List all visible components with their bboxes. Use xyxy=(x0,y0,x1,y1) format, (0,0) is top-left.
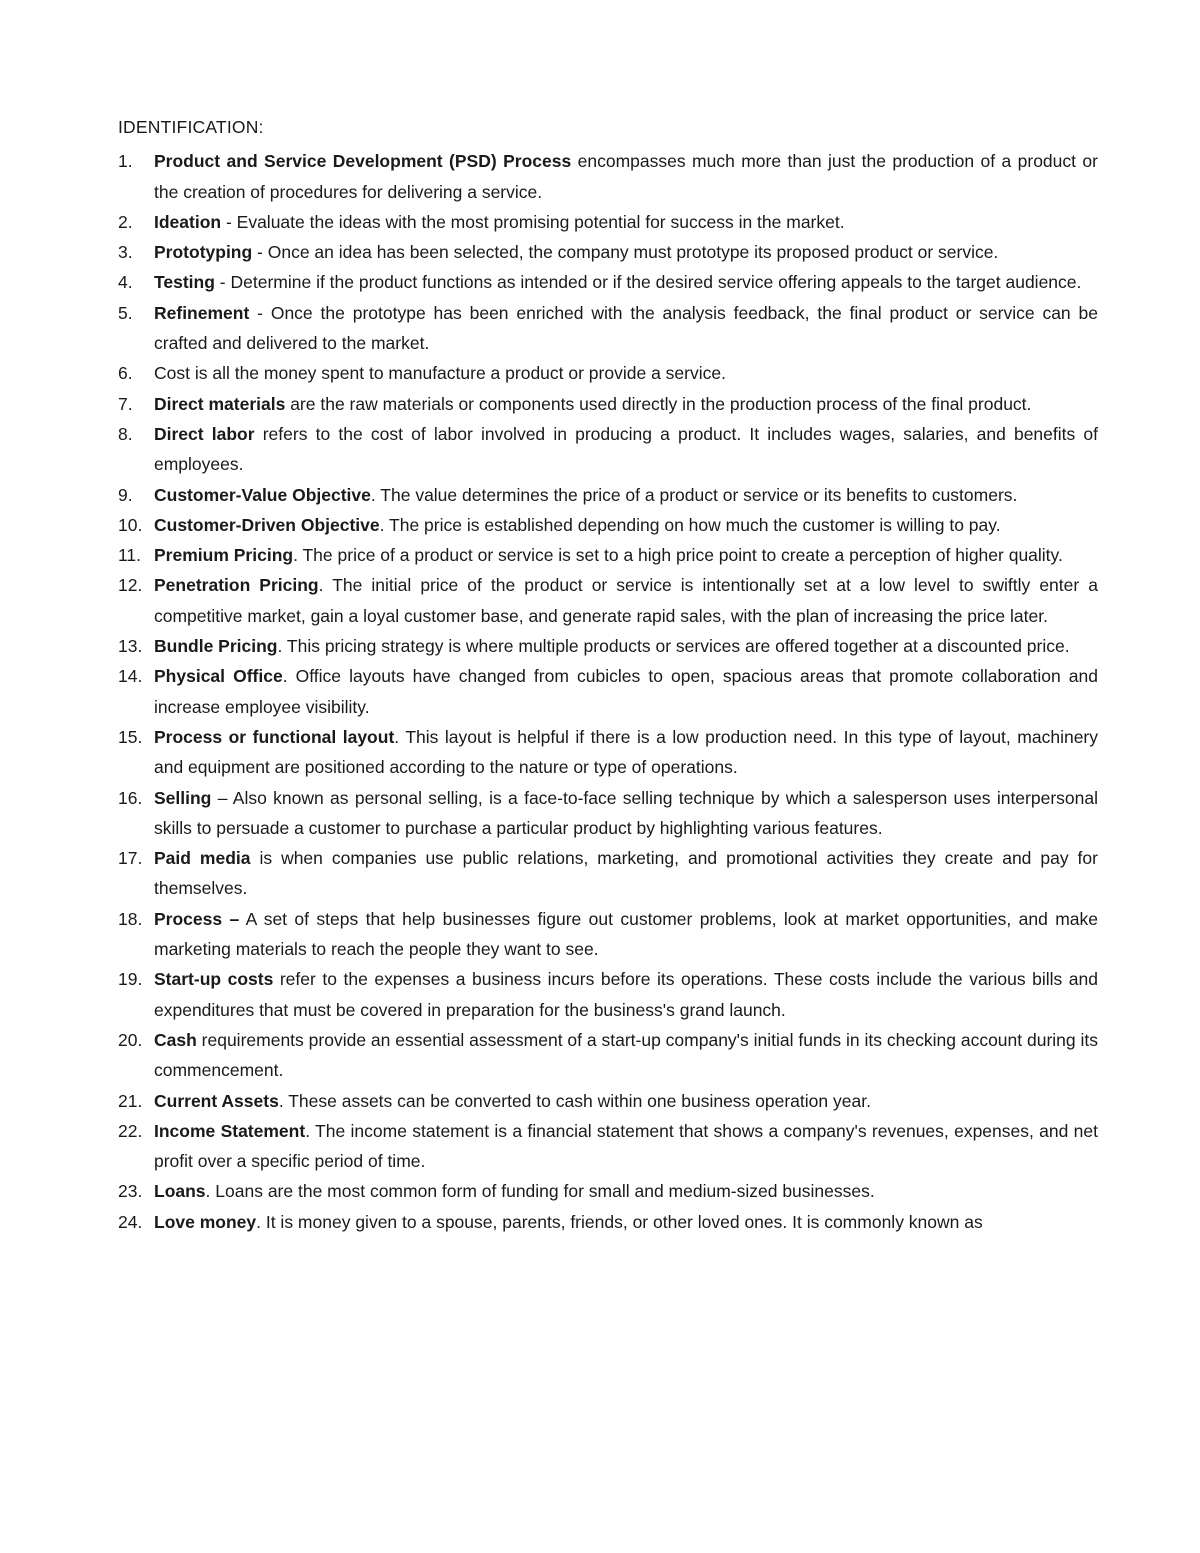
item-term: Penetration Pricing xyxy=(154,575,319,596)
item-number: 21. xyxy=(118,1090,143,1111)
item-term: Selling xyxy=(154,787,212,808)
item-description: . The price is established depending on how much the customer is willing to pay. xyxy=(379,514,1001,535)
list-item xyxy=(118,358,1098,388)
list-item xyxy=(118,722,1098,783)
item-term: Income Statement xyxy=(154,1120,306,1141)
item-description: – Also known as personal selling, is a face-to-face selling technique by which a salesperson uses interpersonal skills to persuade a customer to purchase a particular product by highlighting various features. xyxy=(154,787,1098,838)
item-term: Ideation xyxy=(154,211,222,232)
item-term: Bundle Pricing xyxy=(154,636,278,657)
list-item xyxy=(118,783,1098,844)
identification-list xyxy=(118,146,1098,1237)
item-number: 3. xyxy=(118,242,133,263)
list-item xyxy=(118,1116,1098,1177)
item-number: 2. xyxy=(118,211,133,232)
item-description: encompasses much more than just the production of a product or the creation of procedures for delivering a service. xyxy=(154,151,1098,202)
list-item xyxy=(118,510,1098,540)
item-number: 19. xyxy=(118,969,143,990)
document-body xyxy=(118,112,1098,1237)
item-number: 18. xyxy=(118,908,143,929)
list-item xyxy=(118,480,1098,510)
item-number: 14. xyxy=(118,666,143,687)
item-number: 15. xyxy=(118,726,143,747)
item-number: 9. xyxy=(118,484,133,505)
list-item xyxy=(118,964,1098,1025)
item-number: 20. xyxy=(118,1029,143,1050)
item-description: . This layout is helpful if there is a low production need. In this type of layout, machinery and equipment are positioned according to the nature or type of operations. xyxy=(154,726,1099,778)
list-item xyxy=(118,419,1098,480)
item-number: 5. xyxy=(118,302,133,323)
item-description: . These assets can be converted to cash within one business operation year. xyxy=(278,1090,871,1111)
item-term: Process or functional layout xyxy=(154,726,395,747)
item-term: Product and Service Development (PSD) Process xyxy=(154,151,572,172)
list-item xyxy=(118,389,1098,419)
item-description: requirements provide an essential assessment of a start-up company's initial funds in its checking account during its commencement. xyxy=(154,1029,1098,1081)
list-item xyxy=(118,1176,1098,1206)
item-description: - Evaluate the ideas with the most promising potential for success in the market. xyxy=(221,211,845,232)
section-heading: IDENTIFICATION: xyxy=(118,117,264,137)
item-number: 7. xyxy=(118,393,133,414)
item-number: 4. xyxy=(118,272,133,293)
item-description: . The value determines the price of a product or service or its benefits to customers. xyxy=(370,484,1018,505)
item-number: 10. xyxy=(118,514,143,535)
item-term: Customer-Value Objective xyxy=(154,484,371,505)
item-term: Prototyping xyxy=(154,242,253,263)
item-number: 23. xyxy=(118,1181,143,1202)
list-item xyxy=(118,267,1098,297)
list-item xyxy=(118,661,1098,722)
item-description: . Loans are the most common form of funding for small and medium-sized businesses. xyxy=(205,1181,875,1202)
list-item xyxy=(118,631,1098,661)
list-item xyxy=(118,904,1098,965)
item-description: - Determine if the product functions as intended or if the desired service offering appeals to the target audience. xyxy=(214,272,1082,293)
list-item xyxy=(118,207,1098,237)
item-term: Start-up costs xyxy=(154,969,274,990)
item-description: refer to the expenses a business incurs before its operations. These costs include the various bills and expenditures that must be covered in preparation for the business's grand launch. xyxy=(154,969,1099,1020)
item-term: Direct labor xyxy=(154,423,255,444)
item-number: 12. xyxy=(118,575,143,596)
item-term: Direct materials xyxy=(154,393,286,414)
item-number: 22. xyxy=(118,1120,143,1141)
item-description: is when companies use public relations, marketing, and promotional activities they create and pay for themselves. xyxy=(154,848,1098,899)
item-term: Premium Pricing xyxy=(154,545,294,566)
item-term: Cash xyxy=(154,1029,197,1050)
item-number: 1. xyxy=(118,151,133,172)
item-number: 13. xyxy=(118,636,143,657)
item-description: . Office layouts have changed from cubicles to open, spacious areas that promote collaboration and increase employee visibility. xyxy=(154,666,1098,717)
item-description: . The price of a product or service is set to a high price point to create a perception of higher quality. xyxy=(293,545,1063,566)
list-item xyxy=(118,570,1098,631)
item-description: . The income statement is a financial statement that shows a company's revenues, expenses, and net profit over a specific period of time. xyxy=(154,1120,1099,1172)
item-description: A set of steps that help businesses figure out customer problems, look at market opportunities, and make marketing materials to reach the people they want to see. xyxy=(154,908,1099,960)
item-term: Love money xyxy=(154,1211,257,1232)
list-item xyxy=(118,843,1098,904)
item-term: Testing xyxy=(154,272,215,293)
item-term: Refinement xyxy=(154,302,250,323)
item-description: . It is money given to a spouse, parents, friends, or other loved ones. It is commonly known as xyxy=(256,1211,983,1232)
list-item xyxy=(118,146,1098,207)
item-term: Loans xyxy=(154,1181,206,1202)
item-term: Physical Office xyxy=(154,666,283,687)
list-item xyxy=(118,540,1098,570)
item-term: Paid media xyxy=(154,848,251,869)
item-term: Customer-Driven Objective xyxy=(154,514,380,535)
item-description: . This pricing strategy is where multiple products or services are offered together at a discounted price. xyxy=(277,636,1070,657)
item-number: 11. xyxy=(118,545,142,566)
item-description: - Once an idea has been selected, the company must prototype its proposed product or service. xyxy=(252,242,999,263)
item-number: 6. xyxy=(118,363,133,384)
list-item xyxy=(118,1207,1098,1237)
item-description: refers to the cost of labor involved in producing a product. It includes wages, salaries, and benefits of employees. xyxy=(154,423,1099,475)
list-item xyxy=(118,1086,1098,1116)
item-description: . The initial price of the product or service is intentionally set at a low level to swiftly enter a competitive market, gain a loyal customer base, and generate rapid sales, with the plan of increasing the price later. xyxy=(154,575,1098,626)
item-number: 16. xyxy=(118,787,143,808)
item-description: - Once the prototype has been enriched with the analysis feedback, the final product or service can be crafted and delivered to the market. xyxy=(154,302,1098,354)
list-item xyxy=(118,1025,1098,1086)
item-number: 8. xyxy=(118,423,133,444)
list-item xyxy=(118,298,1098,359)
item-number: 24. xyxy=(118,1211,143,1232)
item-number: 17. xyxy=(118,848,143,869)
item-term: Current Assets xyxy=(154,1090,279,1111)
list-item xyxy=(118,237,1098,267)
item-term: Process – xyxy=(154,908,240,929)
item-description: Cost is all the money spent to manufacture a product or provide a service. xyxy=(154,363,726,384)
item-description: are the raw materials or components used directly in the production process of the final product. xyxy=(285,393,1032,414)
